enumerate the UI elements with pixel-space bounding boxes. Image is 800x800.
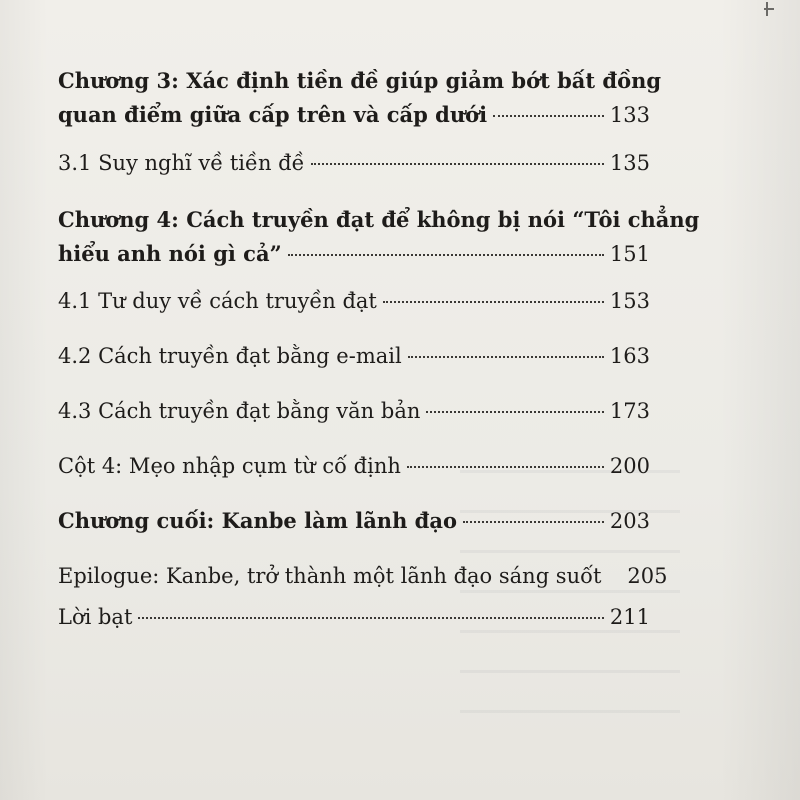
toc-entry-afterword[interactable]	[58, 600, 650, 634]
toc-page-number: 153	[609, 289, 650, 313]
toc-page-number: 211	[609, 605, 650, 629]
toc-entry-column-4[interactable]	[58, 449, 650, 483]
toc-entry-title-line1: Chương 3: Xác định tiền đề giúp giảm bớt bất đồng	[58, 68, 662, 93]
page-corner-mark-horizontal	[764, 8, 774, 10]
toc-entry-section-4-2[interactable]	[58, 339, 650, 373]
dot-leader	[493, 115, 604, 117]
toc-page-number: 133	[609, 103, 650, 127]
toc-entry-section-4-1[interactable]	[58, 284, 650, 318]
dot-leader	[288, 254, 604, 256]
dot-leader	[426, 411, 604, 413]
toc-entry-final-chapter[interactable]	[58, 504, 650, 538]
dot-leader	[408, 356, 604, 358]
toc-entry-section-3-1[interactable]	[58, 146, 650, 180]
toc-entry-title: Epilogue: Kanbe, trở thành một lãnh đạo sáng suốt	[58, 564, 602, 588]
dot-leader	[607, 576, 621, 578]
toc-entry-title: Lời bạt	[58, 605, 133, 629]
toc-entry-chapter-4[interactable]	[58, 203, 700, 271]
dot-leader	[138, 617, 604, 619]
toc-entry-title-line2: hiểu anh nói gì cả”	[58, 241, 282, 266]
toc-page-number: 173	[609, 399, 650, 423]
toc-page-number: 205	[627, 564, 668, 588]
dot-leader	[463, 521, 604, 523]
toc-entry-title: Chương cuối: Kanbe làm lãnh đạo	[58, 508, 457, 533]
dot-leader	[311, 163, 604, 165]
toc-entry-title: 4.3 Cách truyền đạt bằng văn bản	[58, 399, 421, 423]
toc-page-number: 203	[609, 509, 650, 533]
toc-entry-title: 4.2 Cách truyền đạt bằng e-mail	[58, 344, 402, 368]
toc-page-number: 163	[609, 344, 650, 368]
toc-page-number: 135	[609, 151, 650, 175]
toc-entry-section-4-3[interactable]	[58, 394, 650, 428]
dot-leader	[407, 466, 604, 468]
toc-entry-chapter-3[interactable]	[58, 64, 662, 132]
toc-entry-title: 3.1 Suy nghĩ về tiền đề	[58, 151, 305, 175]
toc-page-number: 151	[609, 242, 650, 266]
toc-entry-title: Cột 4: Mẹo nhập cụm từ cố định	[58, 454, 401, 478]
toc-entry-title-line2: quan điểm giữa cấp trên và cấp dưới	[58, 102, 488, 127]
toc-entry-title: 4.1 Tư duy về cách truyền đạt	[58, 289, 377, 313]
toc-page-number: 200	[609, 454, 650, 478]
dot-leader	[383, 301, 604, 303]
toc-entry-epilogue[interactable]	[58, 559, 668, 593]
toc-entry-title-line1: Chương 4: Cách truyền đạt để không bị nói “Tôi chẳng	[58, 207, 700, 232]
